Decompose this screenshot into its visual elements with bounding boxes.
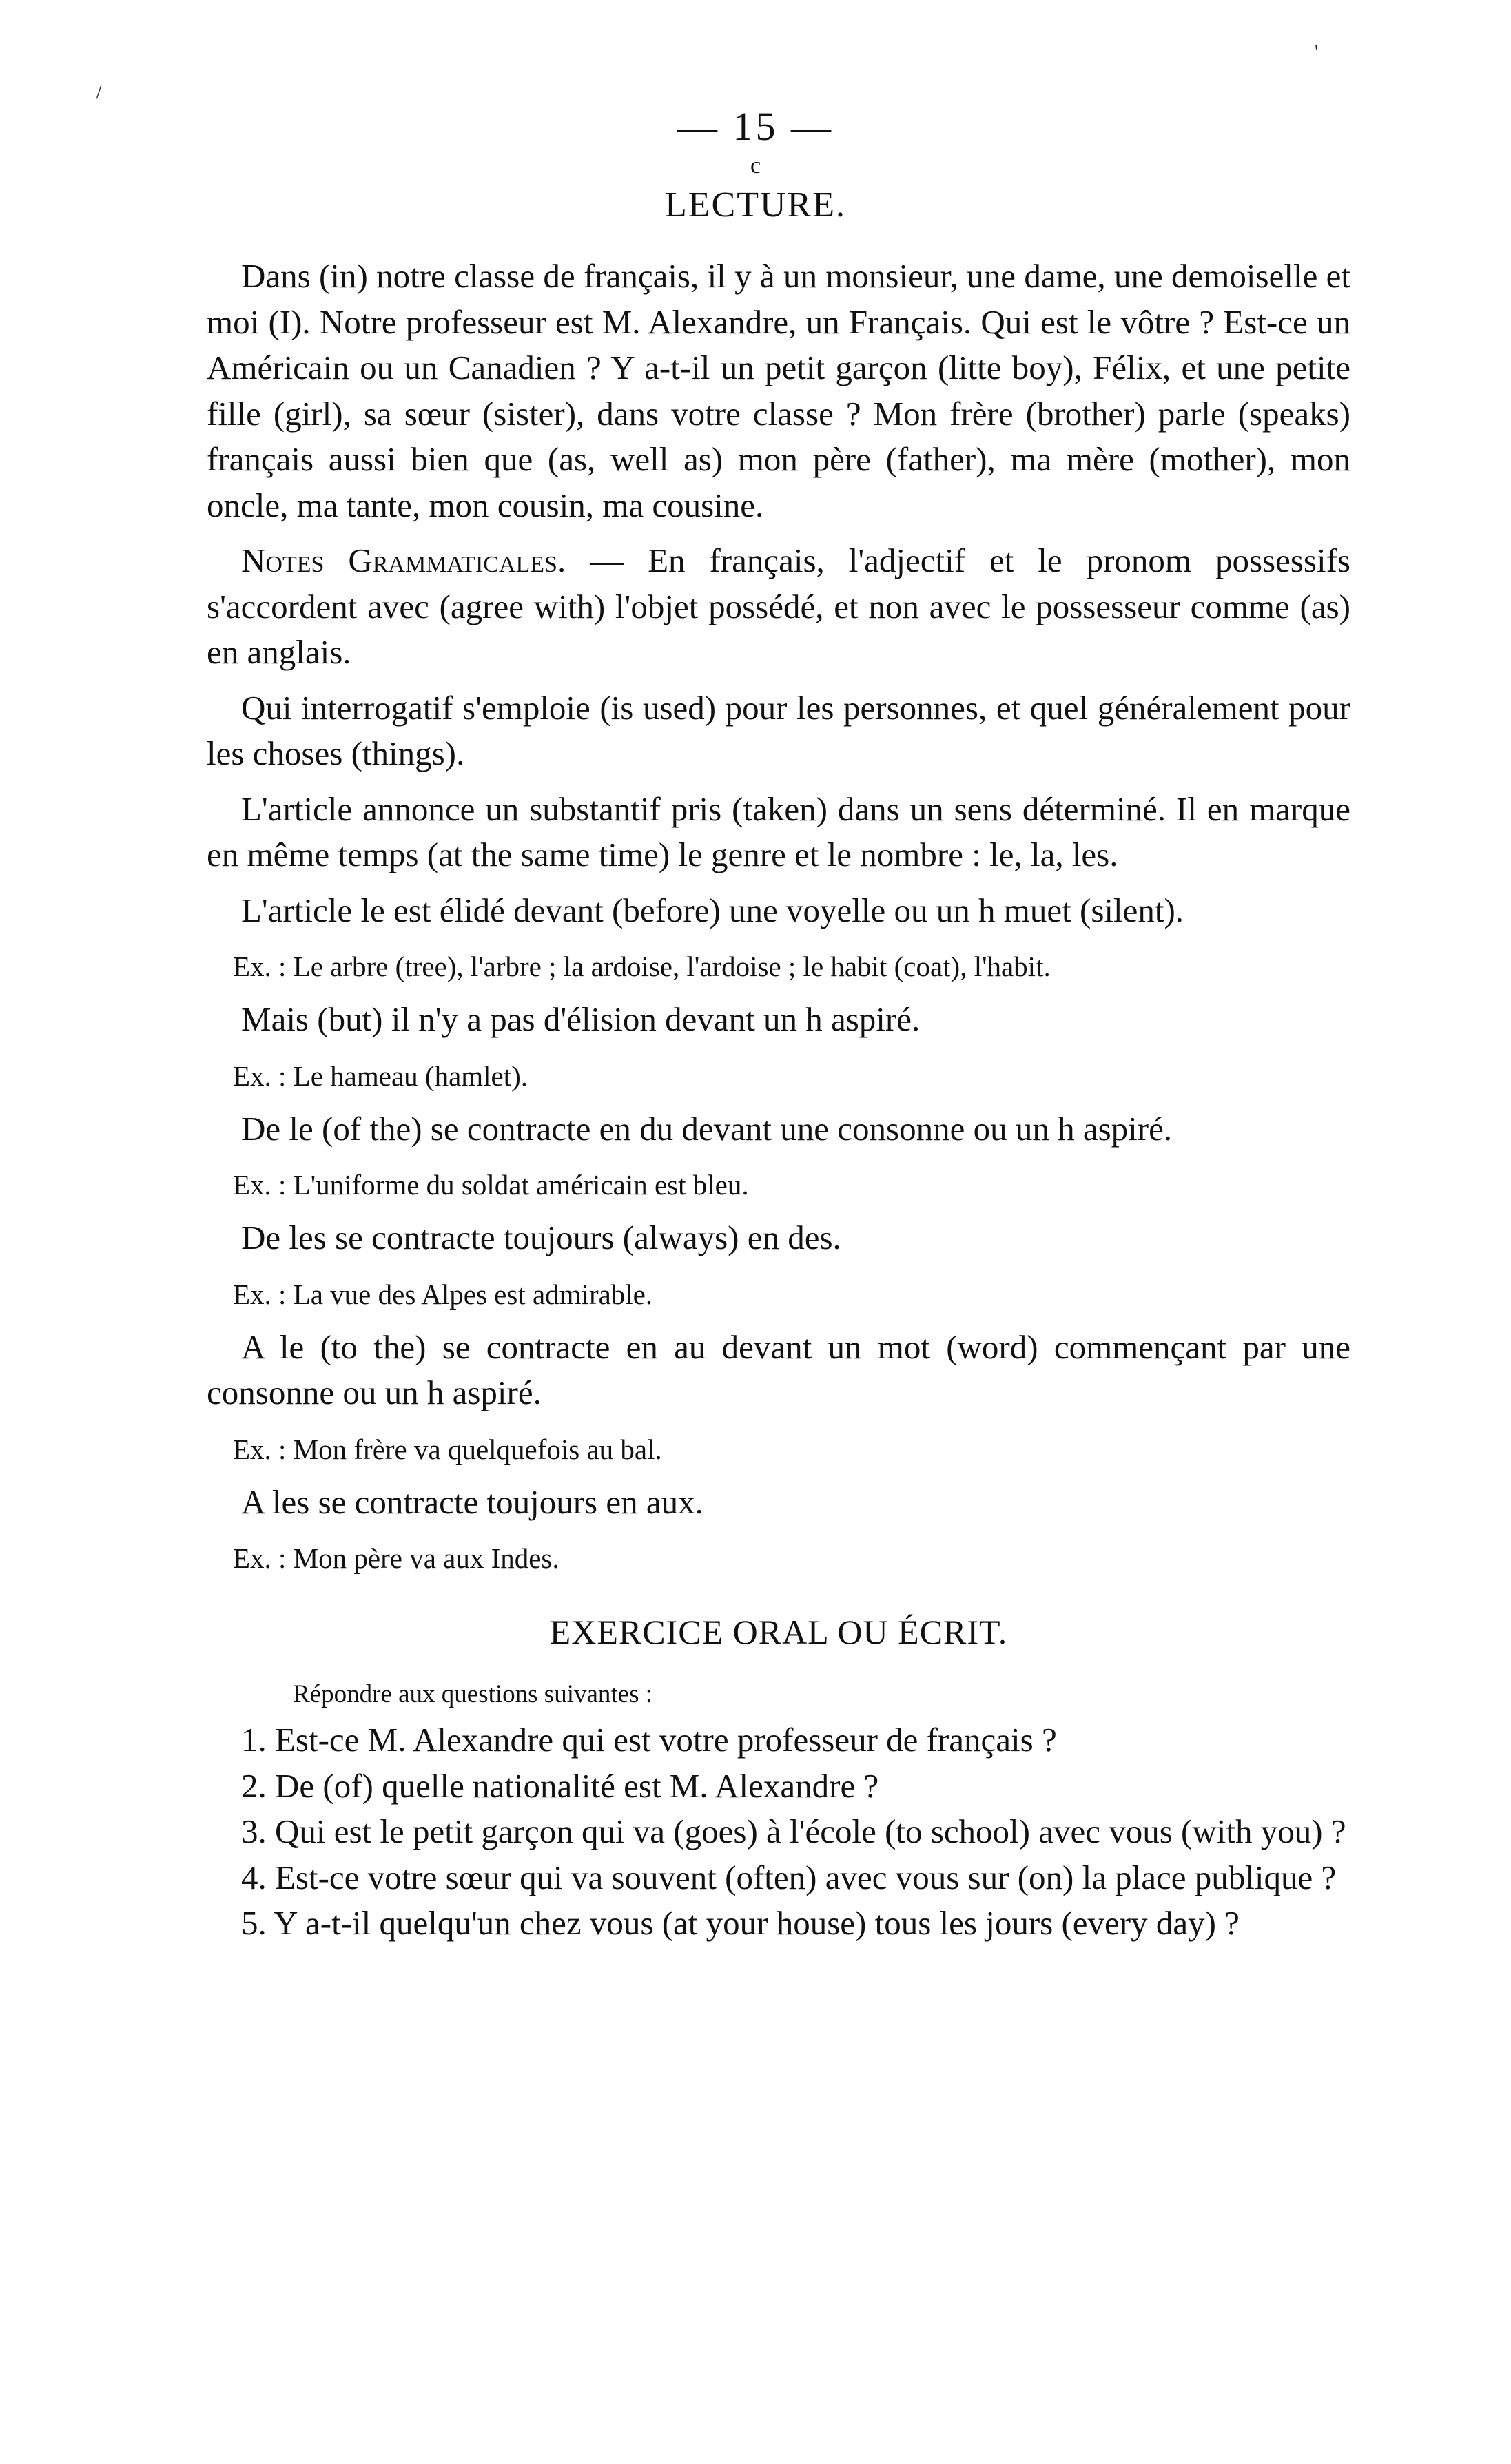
margin-speck: ' [1315, 41, 1319, 63]
exercise-title: EXERCICE ORAL OU ÉCRIT. [549, 1613, 1008, 1651]
question-list [207, 1717, 1350, 1947]
exercise-intro: Répondre aux questions suivantes : [293, 1680, 653, 1708]
notes-heading: Notes Grammaticales. [241, 541, 566, 579]
notes-paragraph [207, 538, 1350, 676]
rule-paragraph: Mais (but) il n'y a pas d'élision devant un h aspiré. [241, 1000, 921, 1038]
stray-mark: c [750, 153, 761, 178]
rule-paragraph: A les se contracte toujours en aux. [241, 1482, 703, 1521]
example-line: Ex. : Mon père va aux Indes. [233, 1542, 559, 1574]
page-number: — 15 — [677, 104, 834, 149]
notes-text: — En français, l'adjectif et le pronom possessifs s'accordent avec (agree with) l'objet possédé, et non avec le possesseur comme (as) en anglais. [207, 541, 1350, 671]
example-line: Ex. : Le hameau (hamlet). [233, 1059, 528, 1092]
example-line: Ex. : La vue des Alpes est admirable. [233, 1278, 653, 1310]
example-line: Ex. : Mon frère va quelquefois au bal. [233, 1433, 662, 1465]
rule-paragraph: De les se contracte toujours (always) en des. [241, 1219, 841, 1256]
question-item: 3. Qui est le petit garçon qui va (goes) à l'école (to school) avec vous (with you) ? [241, 1812, 1346, 1850]
rule-paragraph: L'article le est élidé devant (before) une voyelle ou un h muet (silent). [241, 891, 1184, 929]
example-line: Ex. : L'uniforme du soldat américain est bleu. [233, 1169, 749, 1201]
question-item: 4. Est-ce votre sœur qui va souvent (often) avec vous sur (on) la place publique ? [241, 1858, 1337, 1896]
example-line: Ex. : Le arbre (tree), l'arbre ; la ardoise, l'ardoise ; le habit (coat), l'habit. [233, 951, 1051, 982]
question-item: 2. De (of) quelle nationalité est M. Alexandre ? [241, 1766, 879, 1805]
rule-paragraph: De le (of the) se contracte en du devant une consonne ou un h aspiré. [241, 1109, 1173, 1148]
rule-paragraph: L'article annonce un substantif pris (taken) dans un sens déterminé. Il en marque en même temps (at the same time) le genre et le nombre : le, la, les. [207, 789, 1350, 873]
margin-speck: / [96, 81, 102, 103]
question-item: 5. Y a-t-il quelqu'un chez vous (at your house) tous les jours (every day) ? [241, 1904, 1240, 1942]
rule-paragraph: A le (to the) se contracte en au devant un mot (word) commençant par une consonne ou un h aspiré. [207, 1327, 1350, 1411]
question-item: 1. Est-ce M. Alexandre qui est votre professeur de français ? [241, 1721, 1057, 1759]
rule-paragraph: Qui interrogatif s'emploie (is used) pour les personnes, et quel généralement pour les choses (things). [207, 688, 1350, 772]
page-content [207, 253, 1350, 1947]
section-title: LECTURE. [665, 185, 846, 225]
lecture-paragraph: Dans (in) notre classe de français, il y à un monsieur, une dame, une demoiselle et moi (I). Notre professeur est M. Alexandre, un Français. Qui est le vôtre ? Est-ce un Américain ou un Canadien ? Y a-t-il un petit garçon (litte boy), Félix, et une petite fille (girl), sa sœur (sister), dans votre classe ? Mon frère (brother) parle (speaks) français aussi bien que (as, well as) mon père (father), ma mère (mother), mon oncle, ma tante, mon cousin, ma cousine. [207, 257, 1350, 524]
